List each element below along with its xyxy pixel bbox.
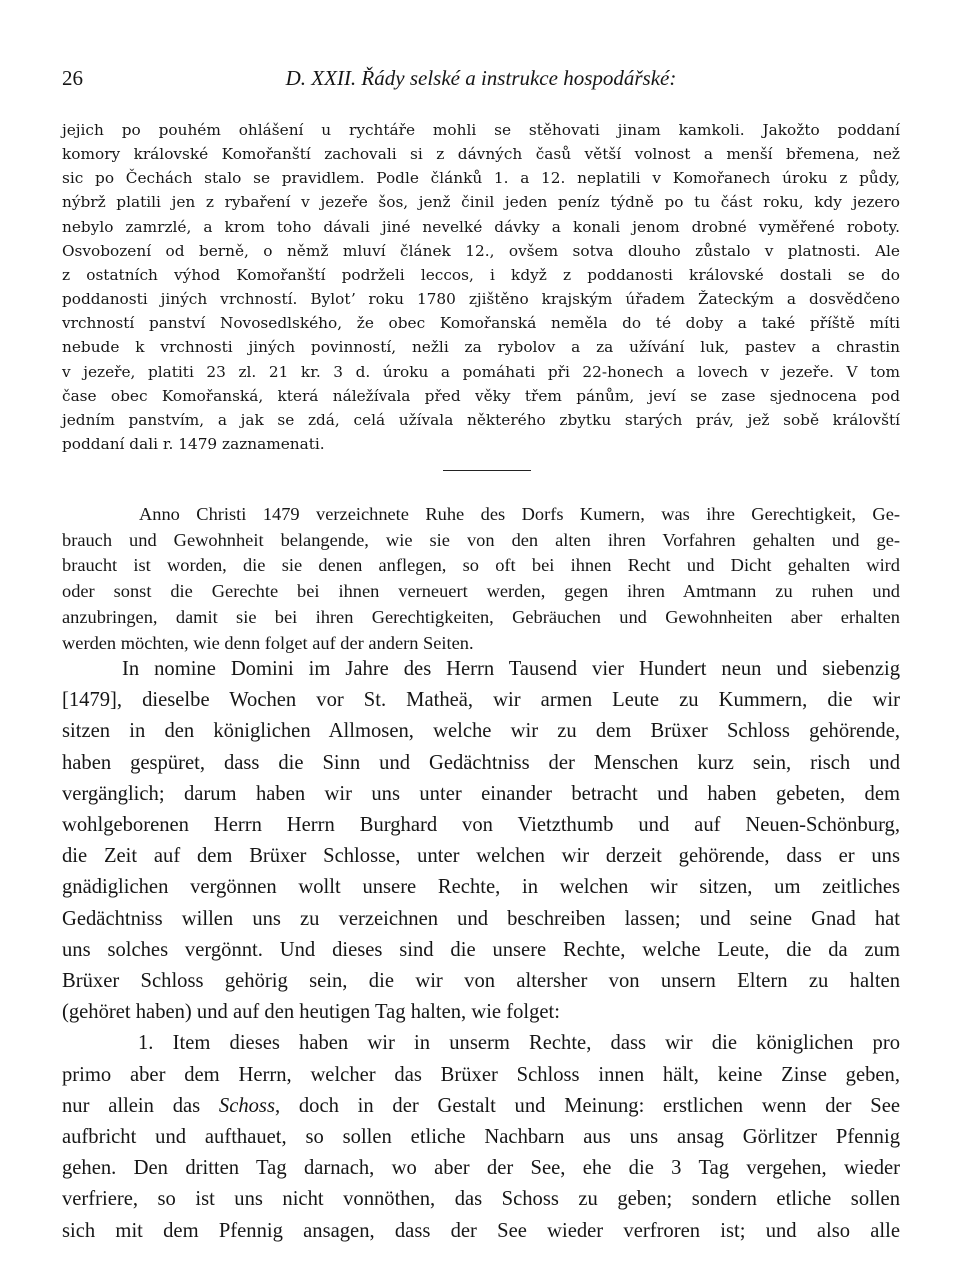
text-line: gnädiglichen vergönnen wollt unsere Rechte, in welchen wir sitzen, um zeitliches — [62, 876, 900, 899]
text-line: primo aber dem Herrn, welcher das Brüxer Schloss innen hält, keine Zinse geben, — [62, 1063, 900, 1086]
text-line: jejich po pouhém ohlášení u rychtáře mohli se stěhovati jinam kamkoli. Jakožto poddaní — [62, 121, 900, 139]
article-1-first-line: 1. Item dieses haben wir in unserm Rechte, dass wir die königlichen pro — [138, 1032, 900, 1055]
text-line: Brüxer Schloss gehörig sein, die wir von altersher von unsern Eltern zu halten — [62, 970, 900, 993]
text-line — [62, 1091, 900, 1122]
text-line: Anno Christi 1479 verzeichnete Ruhe des Dorfs Kumern, was ihre Gerechtigkeit, Ge- — [139, 504, 900, 524]
text-line: Gedächtniss willen uns zu verzeichnen und beschreiben lassen; und seine Gnad hat — [62, 907, 900, 930]
text-line: sic po Čechách stalo se pravidlem. Podle článků 1. a 12. neplatili v Komořanech úroku z půdy, — [62, 169, 900, 188]
emphasized-term: Schoss — [218, 1094, 275, 1117]
page-header — [62, 66, 900, 96]
text-fragment: nur allein das — [62, 1094, 219, 1117]
text-line: anzubringen, damit sie bei ihren Gerechtigkeiten, Gebräuchen und Gewohnheiten aber erhalten — [62, 606, 900, 627]
text-line: braucht ist worden, die sie denen anflegen, so oft bei ihnen Recht und Dicht gehalten wird — [62, 555, 900, 576]
page-number: 26 — [62, 66, 83, 90]
running-title: D. XXII. Řády selské a instrukce hospodářské: — [285, 66, 677, 90]
text-line: v jezeře, platiti 23 zl. 21 kr. 3 d. úroku a pomáhati při 22-honech a lovech v jezeře. V tom — [62, 362, 900, 381]
text-line: z ostatních výhod Komořanští podrželi leccos, i když z poddanosti královské dostali se do — [62, 265, 900, 284]
text-line: nýbrž platili jen z rybaření v jezeře šos, jenž činil jeden peníz týdně po tu část roku, kdy jezero — [62, 193, 900, 212]
text-line: vrchností panství Novosedlského, že obec Komořanská neměla do té doby a také příště míti — [62, 314, 900, 333]
czech-commentary-paragraph — [62, 118, 900, 456]
text-line: haben gespüret, dass die Sinn und Gedächtniss der Menschen kurz sein, risch und — [62, 751, 900, 774]
text-line: nebude k vrchnosti jiných povinností, nežli za rybolov a za užívání luk, pastev a chrastin — [62, 338, 900, 357]
text-line: (gehöret haben) und auf den heutigen Tag halten, wie folget: — [62, 1001, 560, 1024]
text-line: poddanosti jiných vrchností. Bylotʼ roku 1780 zjištěno krajským úřadem Žateckým a dosvědčeno — [62, 290, 900, 309]
text-line: Osvobození od berně, o němž mluví článek 12., ovšem sotva dlouho zůstalo v platnosti. Ale — [62, 241, 900, 260]
text-line: uns solches vergönnt. Und dieses sind die unsere Rechte, welche Leute, die da zum — [62, 938, 900, 961]
text-line: wohlgeborenen Herrn Herrn Burghard von Vietzthumb und auf Neuen-Schönburg, — [62, 814, 900, 837]
section-divider — [443, 470, 531, 471]
text-line: nebylo zamrzlé, a krom toho dávali jiné nevelké dávky a konali jenom drobné vyměřené roboty. — [62, 217, 900, 236]
text-line: verfriere, so ist uns nicht vonnöthen, das Schoss zu geben; sondern etliche sollen — [62, 1188, 900, 1211]
german-intro-paragraph — [62, 502, 900, 656]
text-line: aufbricht und aufthauet, so sollen etliche Nachbarn aus uns ansag Görlitzer Pfennig — [62, 1126, 900, 1149]
text-line: sitzen in den königlichen Allmosen, welche wir zu dem Brüxer Schloss gehörende, — [62, 720, 900, 743]
text-line: jedním panstvím, a jak se zdá, celá užívala některého zbytku starých práv, jež sobě královští — [62, 410, 900, 429]
text-line: poddaní dali r. 1479 zaznamenati. — [62, 435, 325, 454]
text-line: die Zeit auf dem Brüxer Schlosse, unter welchen wir derzeit gehörende, dass er uns — [62, 845, 900, 868]
text-line: werden möchten, wie denn folget auf der andern Seiten. — [62, 632, 474, 653]
text-line: čase obec Komořanská, která náležívala před věky třem pánům, jeví se zase sjednocena pod — [62, 386, 900, 405]
text-line: gehen. Den dritten Tag darnach, wo aber der See, ehe die 3 Tag vergehen, wieder — [62, 1157, 900, 1180]
text-fragment: , doch in der Gestalt und Meinung: erstlichen wenn der See — [274, 1094, 900, 1117]
text-line: brauch und Gewohnheit belangende, wie sie von den alten ihren Vorfahren gehalten und ge- — [62, 529, 900, 550]
text-line: vergänglich; darum haben wir uns unter einander betracht und haben gebeten, dem — [62, 782, 900, 805]
text-line: sich mit dem Pfennig ansagen, dass der See wieder verfroren ist; und also alle — [62, 1219, 900, 1242]
charter-text — [62, 654, 900, 1247]
text-line: oder sonst die Gerechte bei ihnen verneuert werden, gegen ihren Amtmann zu ruhen und — [62, 581, 900, 602]
text-line: komory královské Komořanští zachovali si z dávných časů větší volnost a menší břemena, než — [62, 145, 900, 164]
text-line: In nomine Domini im Jahre des Herrn Tausend vier Hundert neun und siebenzig — [122, 658, 900, 680]
text-line: [1479], dieselbe Wochen vor St. Matheä, wir armen Leute zu Kummern, die wir — [62, 689, 900, 712]
